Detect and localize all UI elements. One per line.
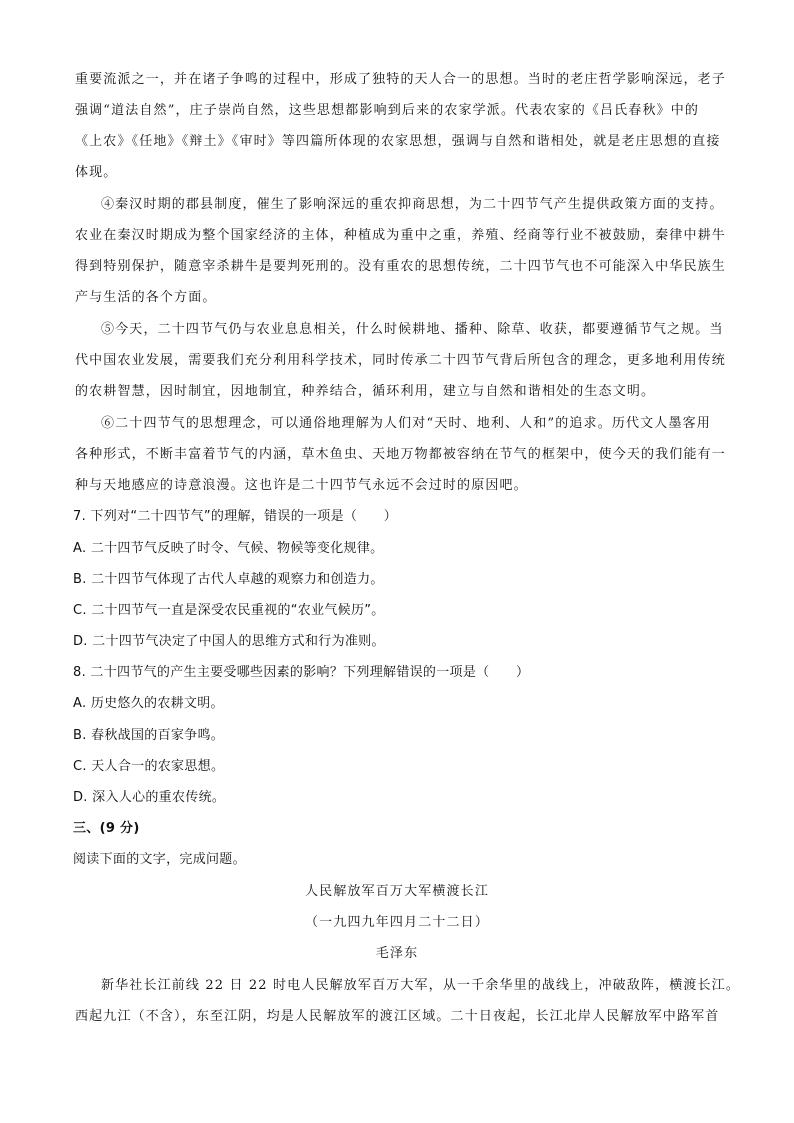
passage-p6-line-3: 种与天地感应的诗意浪漫。这也许是二十四节气永远不会过时的原因吧。 xyxy=(75,478,528,493)
section-three-instruction: 阅读下面的文字，完成问题。 xyxy=(73,852,246,867)
passage-p5-line-1: ⑤今天，二十四节气仍与农业息息相关，什么时候耕地、播种、除草、收获，都要遵循节气之规。当 xyxy=(101,322,724,337)
passage-p5-line-3: 的农耕智慧，因时制宜，因地制宜，种养结合，循环利用，建立与自然和谐相处的生态文明。 xyxy=(75,384,656,399)
question-8-option-d: D. 深入人心的重农传统。 xyxy=(73,790,226,805)
passage-p4-line-4: 产与生活的各个方面。 xyxy=(75,290,217,305)
passage-p4-line-2: 农业在秦汉时期成为整个国家经济的主体，种植成为重中之重，养殖、经商等行业不被鼓励，秦律中耕牛 xyxy=(75,228,726,243)
passage-p5-line-2: 代中国农业发展，需要我们充分利用科学技术，同时传承二十四节气背后所包含的理念，更多地利用传统 xyxy=(75,353,726,368)
question-7-option-c: C. 二十四节气一直是深受农民重视的“农业气候历”。 xyxy=(73,603,385,618)
section-three-heading: 三、(9 分) xyxy=(73,821,140,836)
question-7-stem: 7. 下列对“二十四节气”的理解，错误的一项是（ ） xyxy=(73,509,398,524)
question-7-option-a: A. 二十四节气反映了时令、气候、物候等变化规律。 xyxy=(73,541,384,556)
passage-p3-line-2: 强调“道法自然”，庄子崇尚自然，这些思想都影响到后来的农家学派。代表农家的《吕氏春秋》中的 xyxy=(75,103,700,118)
question-7-option-b: B. 二十四节气体现了古代人卓越的观察力和创造力。 xyxy=(73,572,384,587)
passage-p3-line-3: 《上农》《任地》《辩土》《审时》等四篇所体现的农家思想，强调与自然和谐相处，就是老庄思想的直接 xyxy=(75,134,721,149)
passage-p4-line-1: ④秦汉时期的郡县制度，催生了影响深远的重农抑商思想，为二十四节气产生提供政策方面的支持。 xyxy=(101,197,724,212)
question-8-option-a: A. 历史悠久的农耕文明。 xyxy=(73,696,224,711)
question-8-option-c: C. 天人合一的农家思想。 xyxy=(73,759,225,774)
passage-p6-line-1: ⑥二十四节气的思想理念，可以通俗地理解为人们对“天时、地利、人和”的追求。历代文人墨客用 xyxy=(101,416,711,431)
article-body-line-2: 西起九江（不含），东至江阴，均是人民解放军的渡江区域。二十日夜起，长江北岸人民解放军中路军首 xyxy=(75,1009,720,1024)
question-8-stem: 8. 二十四节气的产生主要受哪些因素的影响？下列理解错误的一项是（ ） xyxy=(73,665,530,680)
passage-p3-line-4: 体现。 xyxy=(75,165,118,180)
passage-p3-line-1: 重要流派之一，并在诸子争鸣的过程中，形成了独特的天人合一的思想。当时的老庄哲学影响深远，老子 xyxy=(75,72,726,87)
question-8-option-b: B. 春秋战国的百家争鸣。 xyxy=(73,728,225,743)
passage-p6-line-2: 各种形式，不断丰富着节气的内涵，草木鱼虫、天地万物都被容纳在节气的框架中，使今天的我们能有一 xyxy=(75,447,726,462)
article-date: （一九四九年四月二十二日） xyxy=(305,915,489,930)
question-7-option-d: D. 二十四节气决定了中国人的思维方式和行为准则。 xyxy=(73,634,385,649)
passage-p4-line-3: 得到特别保护，随意宰杀耕牛是要判死刑的。没有重农的思想传统，二十四节气也不可能深入中华民族生 xyxy=(75,259,726,274)
article-author: 毛泽东 xyxy=(375,946,419,961)
article-title: 人民解放军百万大军横渡长江 xyxy=(305,884,489,899)
article-body-line-1: 新华社长江前线 22 日 22 时电人民解放军百万大军，从一千余华里的战线上，冲破敌阵，横渡长江。 xyxy=(101,978,740,993)
